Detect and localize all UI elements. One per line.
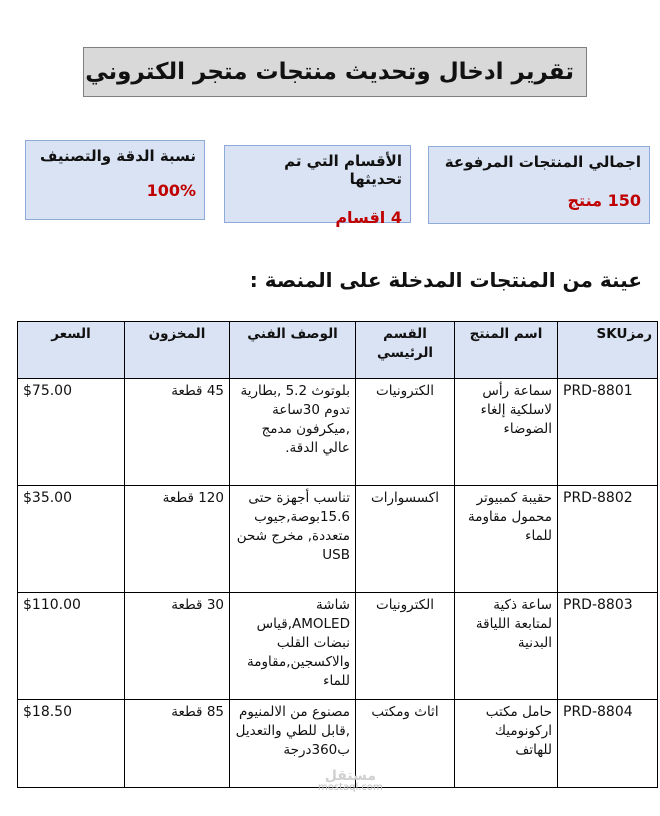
report-title: تقرير ادخال وتحديث منتجات متجر الكتروني [85, 59, 574, 85]
cell-price: $75.00 [18, 379, 125, 486]
table-row [18, 379, 658, 486]
cell-description: مصنوع من الالمنيوم ,قابل للطي والتعديل ب360درجة [230, 700, 356, 788]
cell-description: بلوتوث 5.2 ,بطارية تدوم 30ساعة ,ميكرفون مدمج عالي الدقة. [230, 379, 356, 486]
cell-name: سماعة رأس لاسلكية إلغاء الضوضاء [455, 379, 558, 486]
section-title: عينة من المنتجات المدخلة على المنصة : [249, 268, 642, 292]
header-sku: رمزSKU [558, 322, 658, 379]
cell-price: $35.00 [18, 486, 125, 593]
cell-description: تناسب أجهزة حتى 15.6بوصة,جيوب متعددة, مخرج شحن USB [230, 486, 356, 593]
cell-name: حقيبة كمبيوتر محمول مقاومة للماء [455, 486, 558, 593]
table-row [18, 486, 658, 593]
card-accuracy-value: 100% [146, 181, 196, 200]
cell-category: الكترونيات [356, 379, 455, 486]
header-description: الوصف الفني [230, 322, 356, 379]
cell-name: حامل مكتب اركونوميك للهاتف [455, 700, 558, 788]
cell-stock: 85 قطعة [125, 700, 230, 788]
card-updated-sections-label: الأقسام التي تم تحديثها [284, 152, 402, 188]
cell-category: الكترونيات [356, 593, 455, 700]
table-row [18, 593, 658, 700]
cell-sku: PRD-8801 [558, 379, 658, 486]
card-updated-sections [224, 145, 411, 227]
cell-stock: 120 قطعة [125, 486, 230, 593]
watermark-logo: مستقل [324, 768, 376, 784]
cell-sku: PRD-8802 [558, 486, 658, 593]
cell-stock: 45 قطعة [125, 379, 230, 486]
cell-price: $110.00 [18, 593, 125, 700]
header-name: اسم المنتج [455, 322, 558, 379]
cell-description: شاشة AMOLED,قياس نبضات القلب والاكسجين,مقاومة للماء [230, 593, 356, 700]
card-total-products [428, 146, 650, 224]
cell-sku: PRD-8803 [558, 593, 658, 700]
card-total-products-label: اجمالي المنتجات المرفوعة [444, 153, 641, 171]
cell-stock: 30 قطعة [125, 593, 230, 700]
card-accuracy-label: نسبة الدقة والتصنيف [39, 147, 196, 165]
cell-category: اثاث ومكتب [356, 700, 455, 788]
header-stock: المخزون [125, 322, 230, 379]
header-category: القسم الرئيسي [356, 322, 455, 379]
header-price: السعر [18, 322, 125, 379]
cell-price: $18.50 [18, 700, 125, 788]
watermark [318, 770, 383, 794]
cell-name: ساعة ذكية لمتابعة اللياقة البدنية [455, 593, 558, 700]
report-title-box [83, 47, 587, 97]
products-table [17, 321, 658, 788]
cell-category: اكسسوارات [356, 486, 455, 593]
watermark-site: mostaql.com [318, 782, 383, 793]
card-accuracy [25, 140, 205, 220]
cell-sku: PRD-8804 [558, 700, 658, 788]
table-header-row [18, 322, 658, 379]
card-updated-sections-value: 4 اقسام [335, 208, 402, 227]
card-total-products-value: 150 منتج [567, 191, 641, 210]
